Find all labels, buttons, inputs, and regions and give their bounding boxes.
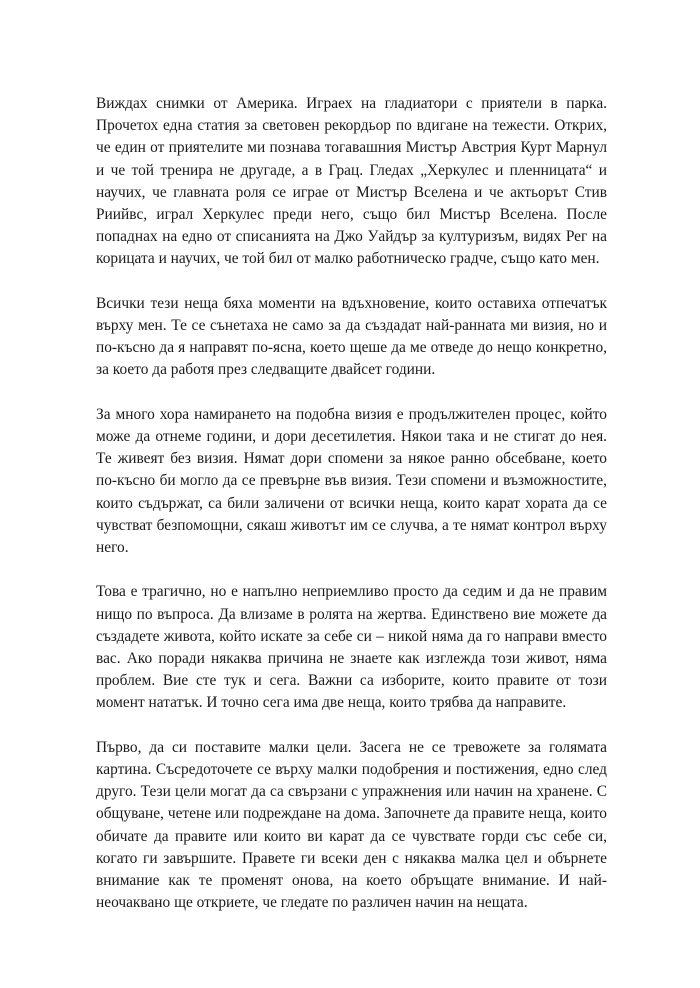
document-page	[96, 93, 607, 937]
paragraph: Виждах снимки от Америка. Играех на гладиатори с приятели в парка. Прочетох една статия за световен рекордьор по вдигане на тежести. Открих, че един от приятелите ми познава тогавашния Мистър Австрия Курт Марнул и че той тренира не другаде, а в Грац. Гледах „Херкулес и пленницата“ и научих, че главната роля се играе от Мистър Вселена и че актьорът Стив Риийвс, играл Херкулес преди него, също бил Мистър Вселена. После попаднах на едно от списанията на Джо Уайдър за културизъм, видях Рег на корицата и научих, че той бил от малко работническо градче, също като мен.	[96, 95, 607, 268]
paragraph: Всички тези неща бяха моменти на вдъхновение, които оставиха отпечатък върху мен. Те се сънетаха не само за да създадат най-ранната ми визия, но и по-късно да я направят по-ясна, което щеше да ме отведе до нещо конкретно, за което да работя през следващите двайсет години.	[96, 294, 607, 379]
paragraph: Първо, да си поставите малки цели. Засега не се тревожете за голямата картина. Съсредоточете се върху малки подобрения и постижения, едно след друго. Тези цели могат да са свързани с упражнения или начин на хранене. С общуване, четене или подреждане на дома. Започнете да правите неща, които обичате да правите или които ви карат да се чувствате горди със себе си, когато ги завършите. Правете ги всеки ден с някаква малка цел и обърнете внимание как те променят онова, на което обръщате внимание. И най-неочаквано ще откриете, че гледате по различен начин на нещата.	[96, 738, 607, 912]
paragraph: Това е трагично, но е напълно неприемливо просто да седим и да не правим нищо по въпроса. Да влизаме в ролята на жертва. Единствено вие можете да създадете живота, който искате за себе си – никой няма да го направи вместо вас. Ако поради някаква причина не знаете как изглежда този живот, няма проблем. Вие сте тук и сега. Важни са изборите, които правите от този момент нататък. И точно сега има две неща, които трябва да направите.	[96, 583, 607, 712]
paragraph: За много хора намирането на подобна визия е продължителен процес, който може да отнеме години, и дори десетилетия. Някои така и не стигат до нея. Те живеят без визия. Нямат дори спомени за някое ранно обсебване, което по-късно би могло да се превърне във визия. Тези спомени и възможностите, които съдържат, са били заличени от всички неща, които карат хората да се чувстват безпомощни, сякаш животът им се случва, а те нямат контрол върху него.	[96, 405, 607, 557]
